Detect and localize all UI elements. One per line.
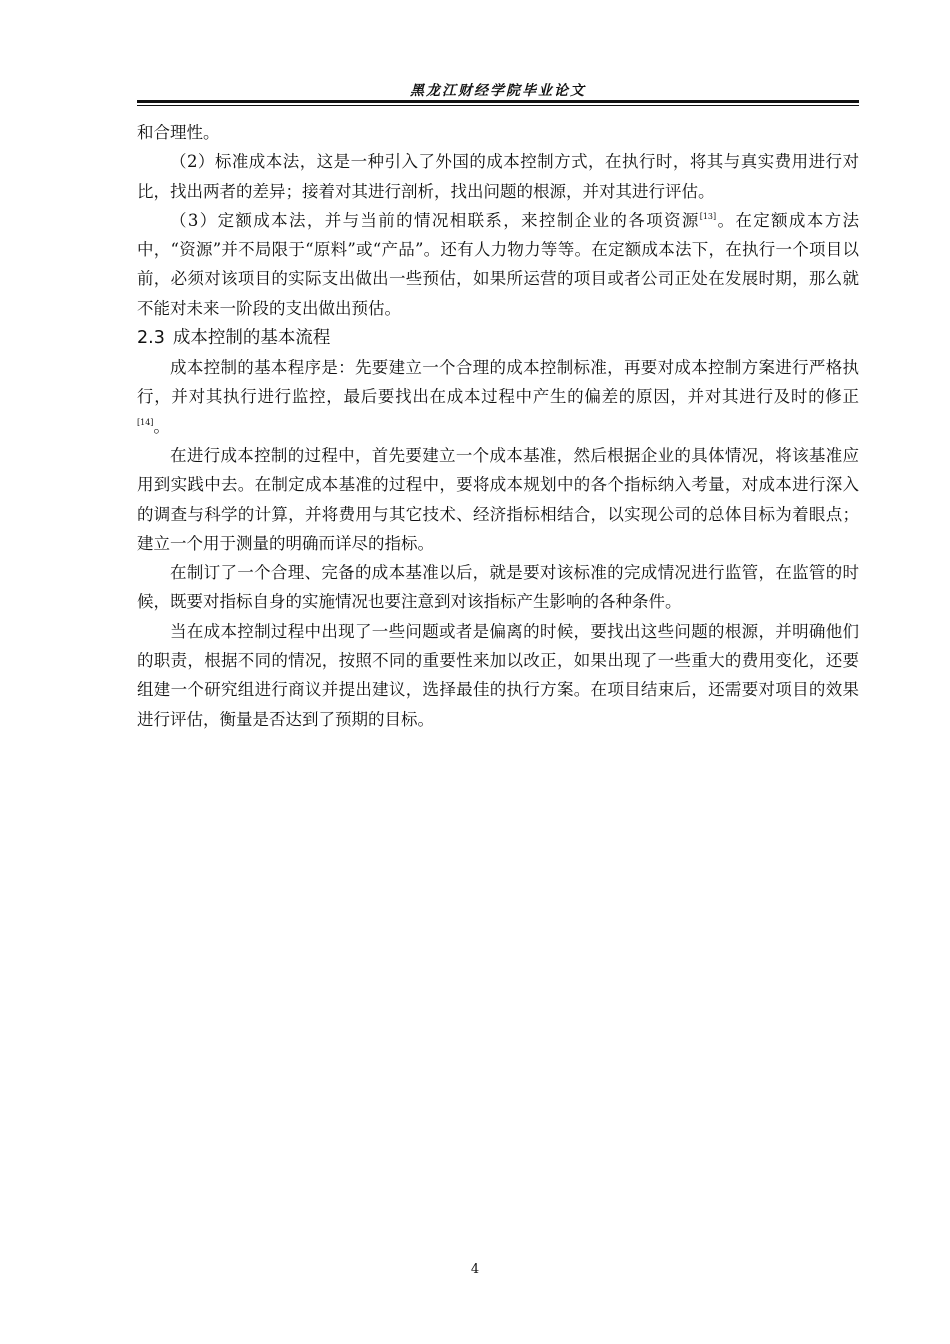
page-number: 4: [470, 1262, 480, 1277]
paragraph-text: 。在定额成本方法中，“资源”并不局限于“原料”或“产品”。还有人力物力等等。在定额成本法下，在执行一个项目以前，必须对该项目的实际支出做出一些预估，如果所运营的项目或者公司正处在发展时期，那么就不能对未来一阶段的支出做出预估。: [137, 210, 859, 318]
section-title: 成本控制的基本流程: [172, 328, 331, 349]
paragraph-standard-cost-method: （2）标准成本法，这是一种引入了外国的成本控制方式，在执行时，将其与真实费用进行对比，找出两者的差异；接着对其进行剖析，找出问题的根源，并对其进行评估。: [137, 152, 859, 201]
paragraph-quota-cost-method: [137, 206, 859, 323]
paragraph-text: 成本控制的基本程序是：先要建立一个合理的成本控制标准，再要对成本控制方案进行严格执行，并对其执行进行监控，最后要找出在成本过程中产生的偏差的原因，并对其进行及时的修正: [137, 358, 859, 407]
section-heading: [137, 323, 859, 353]
paragraph-correction: 当在成本控制过程中出现了一些问题或者是偏离的时候，要找出这些问题的根源，并明确他们的职责，根据不同的情况，按照不同的重要性来加以改正，如果出现了一些重大的费用变化，还要组建一个研究组进行商议并提出建议，选择最佳的执行方案。在项目结束后，还需要对项目的效果进行评估，衡量是否达到了预期的目标。: [137, 621, 859, 729]
paragraph-cost-baseline: 在进行成本控制的过程中，首先要建立一个成本基准，然后根据企业的具体情况，将该基准应用到实践中去。在制定成本基准的过程中，要将成本规划中的各个指标纳入考量，对成本进行深入的调查与科学的计算，并将费用与其它技术、经济指标相结合，以实现公司的总体目标为着眼点；建立一个用于测量的明确而详尽的指标。: [137, 445, 859, 553]
section-number: 2.3: [137, 328, 165, 349]
citation-ref-13: [13]: [699, 211, 717, 221]
citation-ref-14: [14]: [137, 417, 154, 427]
paragraph-basic-procedure: [137, 353, 859, 441]
header-rule-thin: [137, 105, 859, 106]
page-header-title: 黑龙江财经学院毕业论文: [410, 83, 586, 99]
document-body: [137, 118, 859, 734]
paragraph-supervision: 在制订了一个合理、完备的成本基准以后，就是要对该标准的完成情况进行监管，在监管的时候，既要对指标自身的实施情况也要注意到对该指标产生影响的各种条件。: [137, 563, 859, 612]
paragraph-continuation: 和合理性。: [137, 123, 220, 142]
paragraph-text: 。: [153, 416, 170, 436]
header-rule-thick: [137, 100, 859, 103]
paragraph-text: （3）定额成本法，并与当前的情况相联系，来控制企业的各项资源: [170, 210, 700, 230]
